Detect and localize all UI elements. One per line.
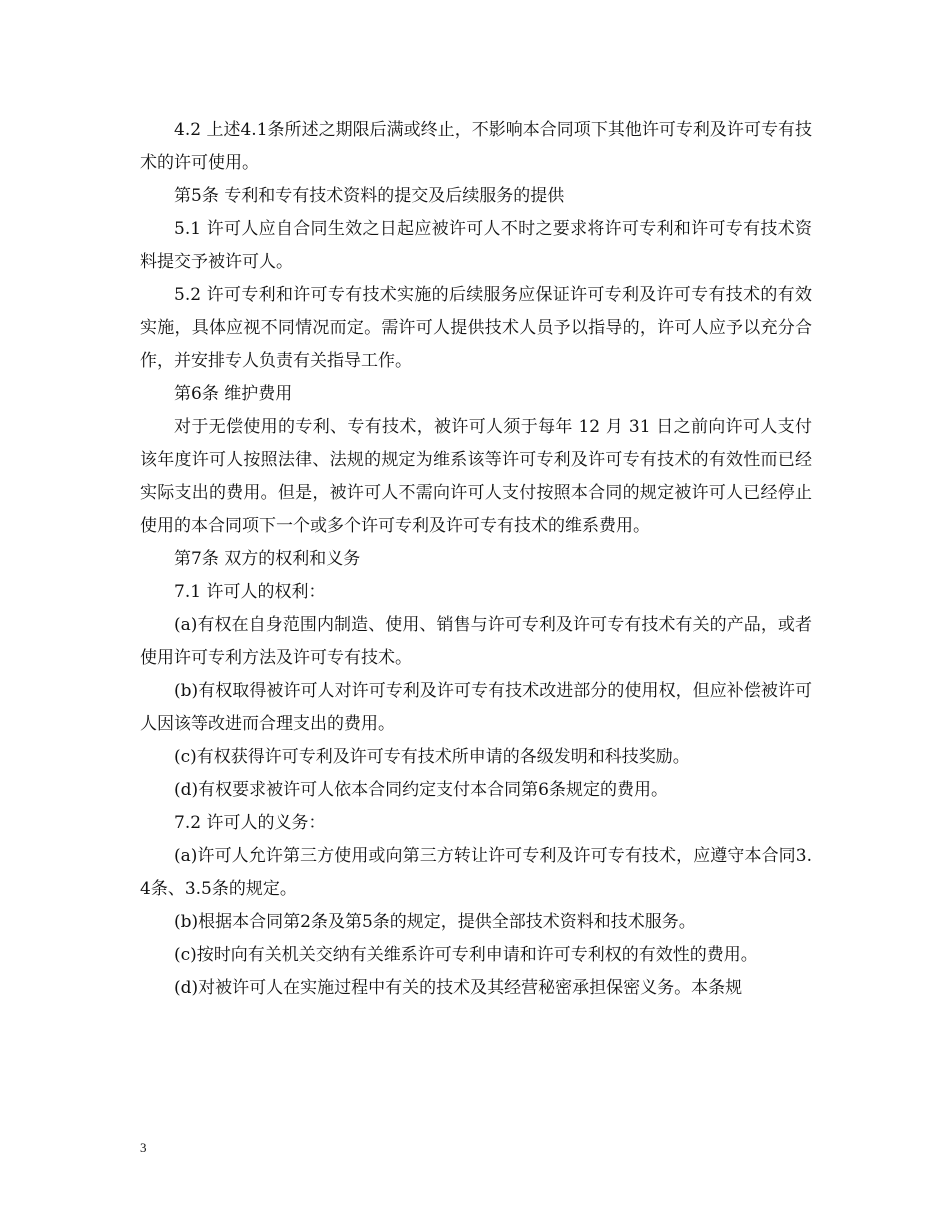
paragraph-7-2-a: (a)许可人允许第三方使用或向第三方转让许可专利及许可专有技术，应遵守本合同3.4条、3.5条的规定。: [140, 846, 812, 899]
paragraph-7-2: 7.2 许可人的义务：: [174, 813, 326, 833]
heading-article-6: 第6条 维护费用: [174, 384, 293, 404]
paragraph-5-2: 5.2 许可专利和许可专有技术实施的后续服务应保证许可专利及许可专有技术的有效实施，具体应视不同情况而定。需许可人提供技术人员予以指导的，许可人应予以充分合作，并安排专人负责有关指导工作。: [140, 285, 812, 371]
paragraph-5-1: 5.1 许可人应自合同生效之日起应被许可人不时之要求将许可专利和许可专有技术资料提交予被许可人。: [140, 219, 812, 272]
paragraph-7-1-b: (b)有权取得被许可人对许可专利及许可专有技术改进部分的使用权，但应补偿被许可人因该等改进而合理支出的费用。: [140, 681, 812, 734]
paragraph-7-1-c: (c)有权获得许可专利及许可专有技术所申请的各级发明和科技奖励。: [174, 747, 690, 767]
paragraph-7-1: 7.1 许可人的权利：: [174, 582, 326, 602]
heading-article-7: 第7条 双方的权利和义务: [174, 549, 361, 569]
paragraph-maintenance-fees: 对于无偿使用的专利、专有技术，被许可人须于每年 12 月 31 日之前向许可人支付该年度许可人按照法律、法规的规定为维系该等许可专利及许可专有技术的有效性而已经实际支出的费用。但是，被许可人不需向许可人支付按照本合同的规定被许可人已经停止使用的本合同项下一个或多个许可专利及许可专有技术的维系费用。: [140, 417, 812, 536]
paragraph-7-1-a: (a)有权在自身范围内制造、使用、销售与许可专利及许可专有技术有关的产品，或者使用许可专利方法及许可专有技术。: [140, 615, 812, 668]
paragraph-4-2: 4.2 上述4.1条所述之期限后满或终止，不影响本合同项下其他许可专利及许可专有技术的许可使用。: [140, 120, 812, 173]
heading-article-5: 第5条 专利和专有技术资料的提交及后续服务的提供: [174, 186, 565, 206]
page-number: 3: [140, 1140, 147, 1155]
paragraph-7-2-d: (d)对被许可人在实施过程中有关的技术及其经营秘密承担保密义务。本条规: [174, 978, 743, 998]
document-body: [140, 114, 812, 1005]
paragraph-7-2-b: (b)根据本合同第2条及第5条的规定，提供全部技术资料和技术服务。: [174, 912, 696, 932]
paragraph-7-2-c: (c)按时向有关机关交纳有关维系许可专利申请和许可专利权的有效性的费用。: [174, 945, 758, 965]
paragraph-7-1-d: (d)有权要求被许可人依本合同约定支付本合同第6条规定的费用。: [174, 780, 668, 800]
